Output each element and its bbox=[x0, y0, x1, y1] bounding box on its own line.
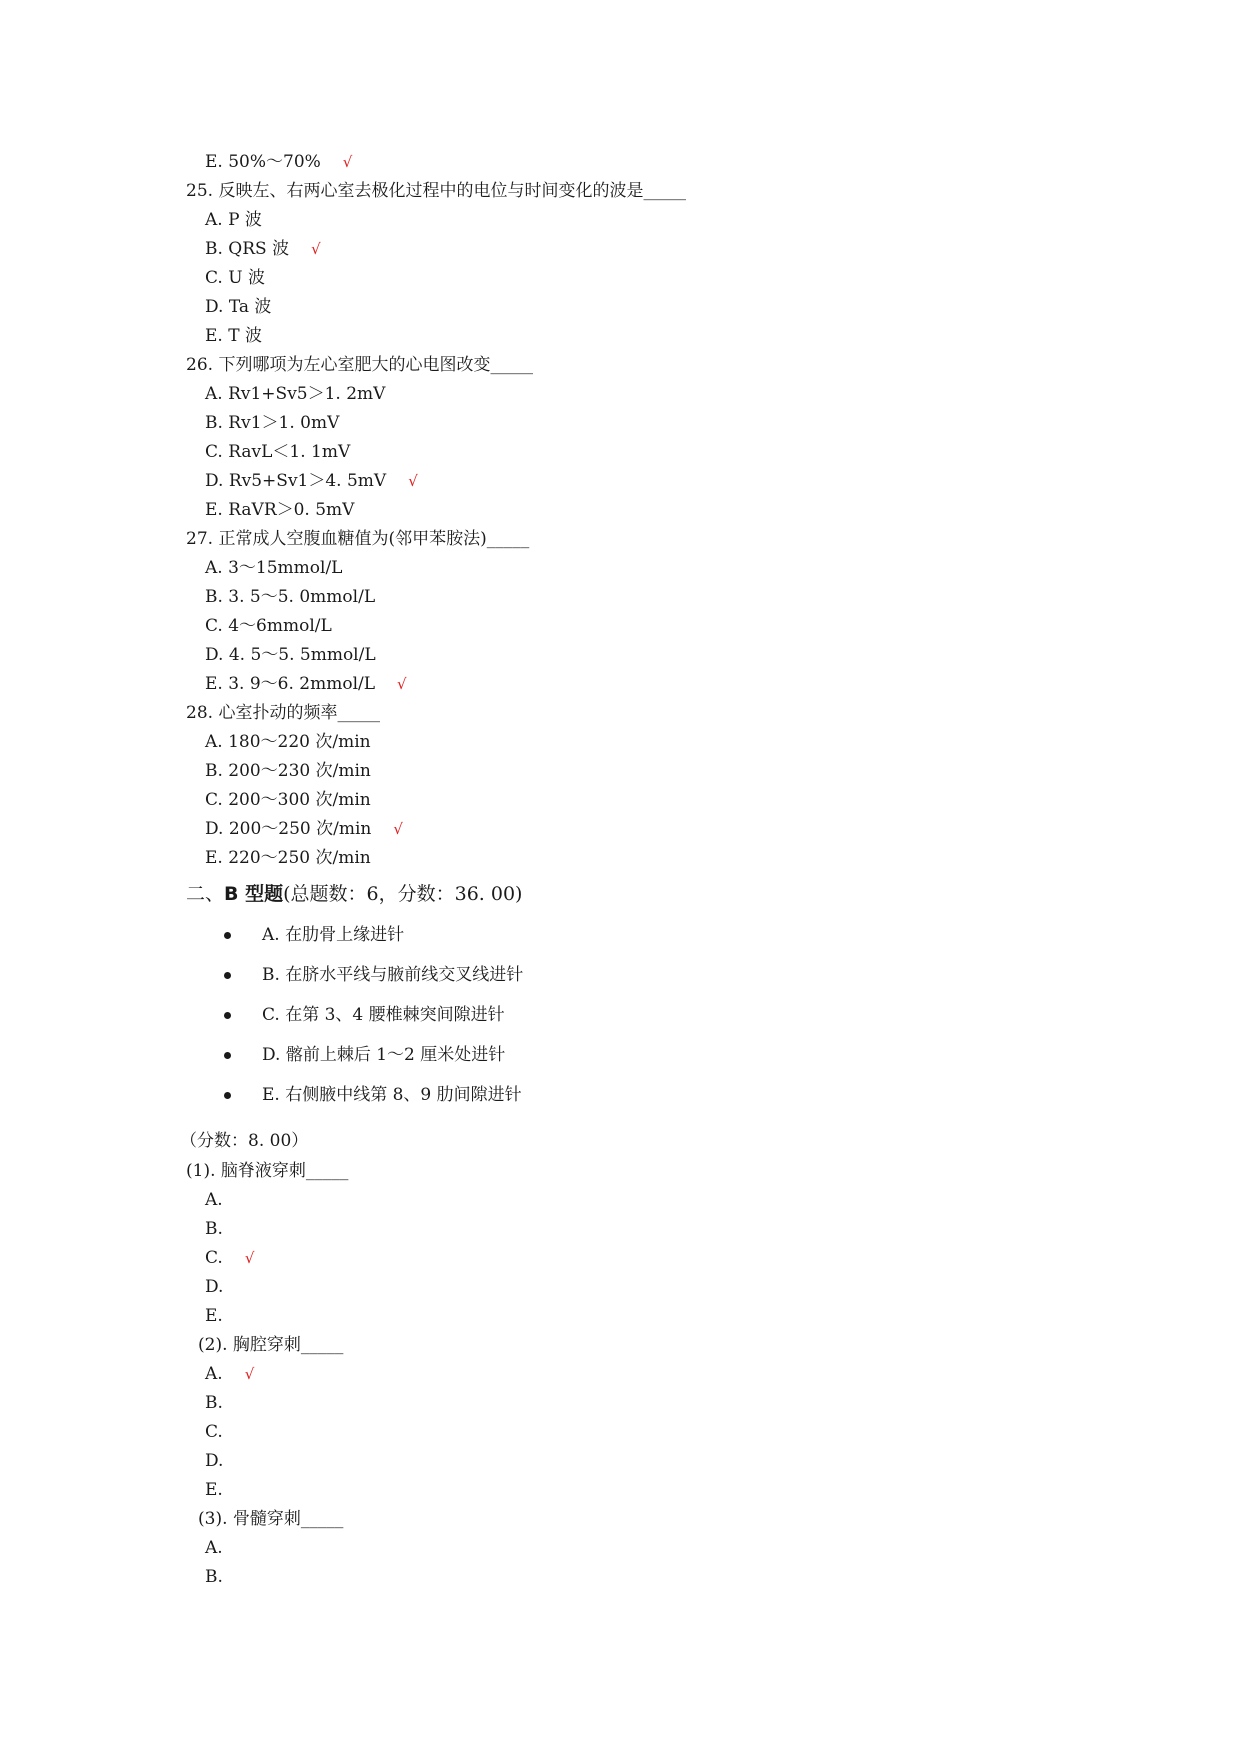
sq1-option-e: E. bbox=[205, 1306, 223, 1326]
sq1-option-c: C. √ bbox=[205, 1248, 255, 1268]
sq1-option-d: D. bbox=[205, 1277, 224, 1297]
q26-option-b: B. Rv1＞1. 0mV bbox=[205, 413, 340, 433]
q27-option-b: B. 3. 5～5. 0mmol/L bbox=[205, 587, 376, 607]
q28-option-d: D. 200～250 次/min √ bbox=[205, 819, 403, 839]
bullet-icon bbox=[224, 972, 231, 979]
q27-option-d: D. 4. 5～5. 5mmol/L bbox=[205, 645, 376, 665]
q28-option-b: B. 200～230 次/min bbox=[205, 761, 371, 781]
sq2-option-b: B. bbox=[205, 1393, 223, 1413]
check-mark-icon: √ bbox=[393, 820, 403, 838]
document-page: E. 50%～70% √ 25. 反映左、右两心室去极化过程中的电位与时间变化的波是_____ A. P 波 B. QRS 波 √ C. U 波 D. Ta 波 E. T 波 26. 下列哪项为左心室肥大的心电图改变_____ A. Rv1+Sv5＞1. 2mV B. Rv1＞1. 0mV C. RavL＜1. 1mV D. Rv5+Sv1＞4. 5mV √ E. RaVR＞0. 5mV 27. 正常成人空腹血糖值为(邻甲苯胺法)_____ A. 3～15mmol/L B. 3. 5～5. 0mmol/L C. 4～6mmol/L D. 4. 5～5. 5mmol/L E. 3. 9～6. 2mmol/L √ 28. 心室扑动的频率_____ A. 180～220 次/min B. 200～230 次/min C. 200～300 次/min D. 200～250 次/min √ E. 220～250 次/min 二、B 型题(总题数：6，分数：36. 00) A. 在肋骨上缘进针 B. 在脐水平线与腋前线交叉线进针 C. 在第 3、4 腰椎棘突间隙进针 D. 髂前上棘后 1～2 厘米处进针 E. 右侧腋中线第 8、9 肋间隙进针 （分数：8. 00） (1). 脑脊液穿刺_____ A. B. C. √ D. E. (2). 胸腔穿刺_____ A. √ B. C. D. E. (3). 骨髓穿刺_____ A. B. bbox=[180, 152, 686, 1587]
option-label: E. 50%～70% bbox=[205, 152, 321, 172]
sq2-option-e: E. bbox=[205, 1480, 223, 1500]
question-28-stem: 28. 心室扑动的频率_____ bbox=[186, 703, 380, 723]
sub-question-1-stem: (1). 脑脊液穿刺_____ bbox=[186, 1161, 349, 1181]
q25-option-d: D. Ta 波 bbox=[205, 297, 272, 317]
q28-option-e: E. 220～250 次/min bbox=[205, 848, 371, 868]
check-mark-icon: √ bbox=[244, 1249, 255, 1267]
sq1-option-b: B. bbox=[205, 1219, 223, 1239]
question-26-stem: 26. 下列哪项为左心室肥大的心电图改变_____ bbox=[186, 355, 533, 375]
section-meta: (总题数：6，分数：36. 00) bbox=[283, 883, 523, 905]
sq2-option-c: C. bbox=[205, 1422, 223, 1442]
group-score: （分数：8. 00） bbox=[180, 1131, 309, 1151]
check-mark-icon: √ bbox=[397, 675, 407, 693]
sq2-option-d: D. bbox=[205, 1451, 224, 1471]
question-27-stem: 27. 正常成人空腹血糖值为(邻甲苯胺法)_____ bbox=[186, 529, 530, 549]
bullet-icon bbox=[224, 932, 231, 939]
bullet-icon bbox=[224, 1052, 231, 1059]
bullet-icon bbox=[224, 1092, 231, 1099]
bullet-icon bbox=[224, 1012, 231, 1019]
sub-question-2-stem: (2). 胸腔穿刺_____ bbox=[198, 1335, 344, 1355]
check-mark-icon: √ bbox=[408, 472, 418, 490]
q25-option-a: A. P 波 bbox=[205, 210, 262, 230]
q26-option-d: D. Rv5+Sv1＞4. 5mV √ bbox=[205, 471, 418, 491]
option-e-prev-question bbox=[205, 151, 352, 173]
q26-option-e: E. RaVR＞0. 5mV bbox=[205, 500, 355, 520]
q26-option-a: A. Rv1+Sv5＞1. 2mV bbox=[205, 384, 386, 404]
check-mark-icon: √ bbox=[342, 153, 353, 171]
section-prefix: 二、 bbox=[186, 883, 225, 905]
check-mark-icon: √ bbox=[244, 1365, 255, 1383]
q27-option-a: A. 3～15mmol/L bbox=[205, 558, 343, 578]
section-title: B 型题 bbox=[224, 883, 284, 905]
q28-option-a: A. 180～220 次/min bbox=[205, 732, 371, 752]
q27-option-c: C. 4～6mmol/L bbox=[205, 616, 332, 636]
question-25-stem: 25. 反映左、右两心室去极化过程中的电位与时间变化的波是_____ bbox=[186, 181, 686, 201]
sq2-option-a: A. √ bbox=[205, 1364, 255, 1384]
q25-option-e: E. T 波 bbox=[205, 326, 262, 346]
q25-option-c: C. U 波 bbox=[205, 268, 265, 288]
q27-option-e: E. 3. 9～6. 2mmol/L √ bbox=[205, 674, 407, 694]
sq3-option-a: A. bbox=[205, 1538, 223, 1558]
q25-option-b: B. QRS 波 √ bbox=[205, 239, 321, 259]
check-mark-icon: √ bbox=[311, 240, 321, 258]
sub-question-3-stem: (3). 骨髓穿刺_____ bbox=[198, 1509, 344, 1529]
sq3-option-b: B. bbox=[205, 1567, 223, 1587]
q28-option-c: C. 200～300 次/min bbox=[205, 790, 371, 810]
section-heading bbox=[186, 882, 522, 906]
q26-option-c: C. RavL＜1. 1mV bbox=[205, 442, 351, 462]
sq1-option-a: A. bbox=[205, 1190, 223, 1210]
